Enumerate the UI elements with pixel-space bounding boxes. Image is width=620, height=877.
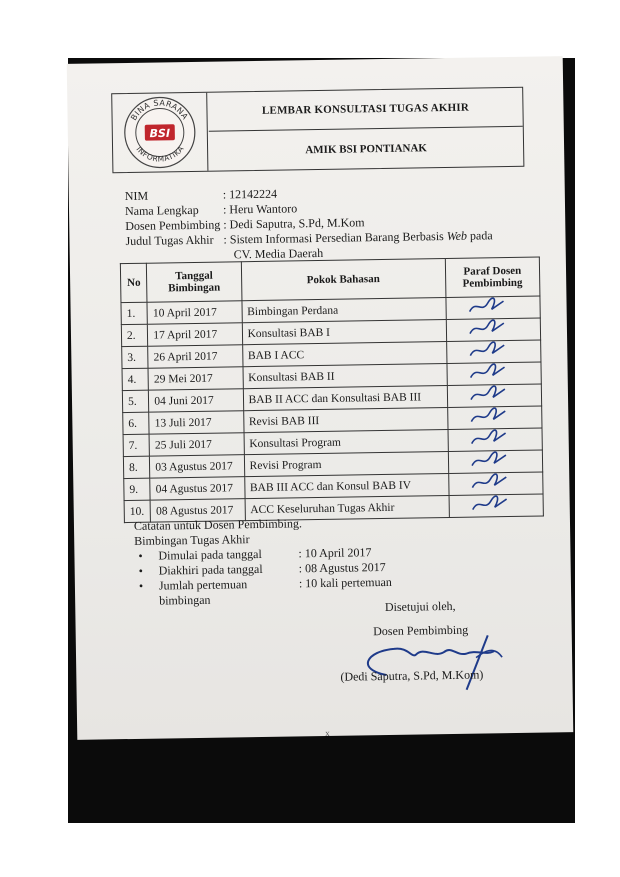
row-topic: BAB II ACC dan Konsultasi BAB III — [243, 386, 447, 411]
row-topic: Konsultasi Program — [244, 429, 448, 454]
row-initial — [448, 450, 543, 473]
notes-heading: Catatan untuk Dosen Pembimbing. — [133, 516, 303, 533]
count-value: : 10 kali pertemuan — [298, 574, 392, 591]
row-initial — [447, 406, 542, 429]
table-header-row — [120, 257, 540, 303]
initial-signature-icon — [454, 451, 524, 470]
header-date — [147, 262, 242, 302]
document-header — [111, 87, 524, 173]
end-value: : 08 Agustus 2017 — [298, 559, 386, 576]
row-topic: Revisi BAB III — [243, 408, 447, 433]
row-initial — [446, 296, 541, 319]
row-no: 5. — [122, 390, 149, 412]
row-date: 03 Agustus 2017 — [150, 455, 245, 478]
row-date: 26 April 2017 — [148, 345, 243, 368]
initial-signature-icon — [451, 319, 521, 338]
thesis-label: Judul Tugas Akhir — [125, 232, 214, 249]
logo-cell — [112, 93, 208, 172]
row-topic: Konsultasi BAB II — [243, 364, 447, 389]
header-no: No — [120, 263, 147, 302]
row-date: 08 Agustus 2017 — [150, 499, 245, 522]
name-label: Nama Lengkap — [124, 202, 199, 219]
row-no: 10. — [124, 500, 151, 522]
initial-signature-icon — [453, 429, 523, 448]
initial-signature-icon — [452, 363, 522, 382]
notes-subheading: Bimbingan Tugas Akhir — [134, 532, 250, 548]
header-date-line2: Bimbingan — [168, 281, 221, 295]
thesis-value-web: Web — [446, 228, 468, 243]
institution-name: AMIK BSI PONTIANAK — [305, 142, 427, 157]
document-title: LEMBAR KONSULTASI TUGAS AKHIR — [208, 88, 523, 132]
start-value: : 10 April 2017 — [298, 545, 372, 561]
row-initial — [449, 494, 544, 517]
row-topic: BAB III ACC dan Konsul BAB IV — [244, 473, 448, 498]
initial-signature-icon — [453, 407, 523, 426]
row-no: 8. — [123, 456, 150, 478]
initial-signature-icon — [451, 297, 521, 316]
row-no: 2. — [121, 324, 148, 346]
bullet-icon: • — [138, 548, 143, 563]
row-initial — [447, 362, 542, 385]
initial-signature-icon — [454, 473, 524, 492]
initial-signature-icon — [452, 341, 522, 360]
row-topic: Revisi Program — [244, 451, 448, 476]
row-date: 29 Mei 2017 — [148, 367, 243, 390]
header-topic: Pokok Bahasan — [241, 259, 446, 301]
header-date-line1: Tanggal — [175, 269, 213, 283]
name-value: : Heru Wantoro — [222, 201, 298, 217]
logo-text-bottom: INFORMATIKA — [134, 144, 186, 164]
row-no: 9. — [124, 478, 151, 500]
approved-by: Disetujui oleh, — [384, 598, 456, 615]
row-initial — [448, 472, 543, 495]
logo-mark: BSI — [149, 126, 171, 141]
logo-text-top: BINA SARANA — [129, 98, 190, 123]
thesis-value-line2: CV. Media Daerah — [233, 245, 324, 262]
consultation-sheet — [67, 56, 574, 740]
bsi-logo-icon — [122, 95, 197, 170]
row-topic: Konsultasi BAB I — [242, 320, 446, 345]
nim-value: : 12142224 — [222, 186, 278, 202]
thesis-value-part2: pada — [466, 228, 493, 243]
thesis-value-part1: : Sistem Informasi Persedian Barang Berbasis — [223, 228, 447, 247]
count-label: Jumlah pertemuan bimbingan — [158, 577, 248, 608]
row-no: 7. — [123, 434, 150, 456]
row-no: 3. — [122, 346, 149, 368]
row-date: 17 April 2017 — [148, 323, 243, 346]
row-date: 04 Juni 2017 — [149, 389, 244, 412]
row-initial — [447, 384, 542, 407]
approver-role: Dosen Pembimbing — [373, 622, 469, 639]
row-date: 04 Agustus 2017 — [150, 477, 245, 500]
row-initial — [446, 318, 541, 341]
initial-signature-icon — [454, 495, 524, 514]
end-label: Diakhiri pada tanggal — [158, 561, 263, 578]
row-date: 10 April 2017 — [147, 301, 242, 324]
row-initial — [448, 428, 543, 451]
advisor-label: Dosen Pembimbing — [125, 217, 221, 234]
bullet-icon: • — [138, 563, 144, 578]
page-mark: x — [325, 727, 330, 738]
start-label: Dimulai pada tanggal — [158, 546, 262, 563]
row-no: 6. — [123, 412, 150, 434]
signer-name: (Dedi Saputra, S.Pd, M.Kom) — [340, 667, 484, 684]
initial-signature-icon — [452, 385, 522, 404]
consultation-table — [120, 257, 544, 524]
header-signature — [445, 257, 540, 297]
advisor-signature-icon — [316, 627, 517, 700]
nim-label: NIM — [124, 188, 149, 204]
row-initial — [446, 340, 541, 363]
header-sign-line2: Pembimbing — [462, 276, 523, 290]
row-date: 25 Juli 2017 — [149, 433, 244, 456]
header-sign-line1: Paraf Dosen — [463, 264, 522, 278]
advisor-value: : Dedi Saputra, S.Pd, M.Kom — [223, 215, 365, 232]
row-no: 4. — [122, 368, 149, 390]
bullet-icon: • — [138, 578, 144, 593]
row-topic: BAB I ACC — [242, 342, 446, 367]
row-topic: ACC Keseluruhan Tugas Akhir — [245, 495, 449, 520]
row-topic: Bimbingan Perdana — [242, 298, 446, 323]
row-date: 13 Juli 2017 — [149, 411, 244, 434]
student-info — [125, 183, 504, 264]
row-no: 1. — [121, 302, 148, 324]
